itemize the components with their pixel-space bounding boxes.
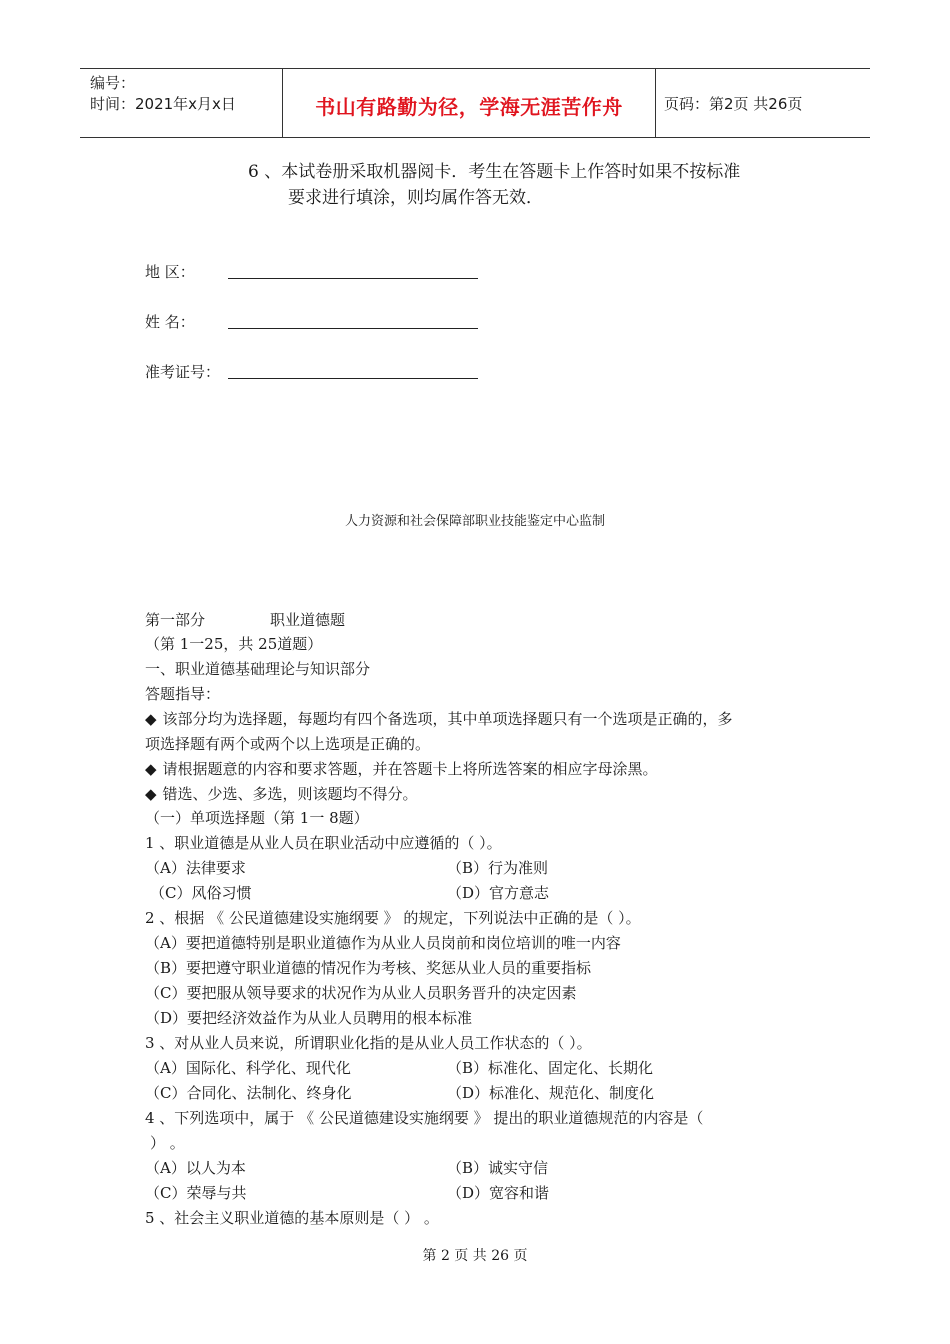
question-2-stem: 2 、根据 《 公民道德建设实施纲要 》 的规定，下列说法中正确的是（ ）。: [145, 909, 641, 927]
name-line: [228, 328, 478, 329]
header-page-info: 页码：第2页 共26页: [664, 95, 803, 113]
q4-option-d: （D）宽容和谐: [447, 1184, 550, 1202]
section-title: 职业道德题: [270, 611, 346, 629]
instruction-6-line1: 6 、本试卷册采取机器阅卡．考生在答题卡上作答时如果不按标准: [248, 162, 741, 182]
page-header: [80, 68, 870, 138]
serial-label: 编号：: [90, 74, 136, 92]
guide-bullet: ◆ 错选、少选、多选，则该题均不得分。: [145, 785, 418, 803]
guide-bullet: ◆ 请根据题意的内容和要求答题，并在答题卡上将所选答案的相应字母涂黑。: [145, 760, 658, 778]
motto: 书山有路勤为径，学海无涯苦作舟: [315, 95, 623, 119]
date-label: 时间：2021年x月x日: [90, 95, 236, 113]
q1-option-c: （C）风俗习惯: [150, 884, 252, 902]
q3-option-d: （D）标准化、规范化、制度化: [447, 1084, 655, 1102]
name-label: 姓 名：: [145, 313, 195, 331]
question-4-stem-cont: ） 。: [150, 1134, 185, 1152]
exam-id-label: 准考证号：: [145, 363, 221, 381]
header-meta: [80, 69, 282, 137]
instruction-6-line2: 要求进行填涂，则均属作答无效．: [288, 188, 543, 208]
q3-option-c: （C）合同化、法制化、终身化: [145, 1084, 352, 1102]
guide-title: 答题指导：: [145, 685, 221, 703]
q4-option-c: （C）荣辱与共: [145, 1184, 247, 1202]
bullet-icon: ◆: [145, 760, 157, 778]
guide-bullet: ◆ 该部分均为选择题，每题均有四个备选项，其中单项选择题只有一个选项是正确的，多: [145, 710, 733, 728]
exam-id-line: [228, 378, 478, 379]
question-3-stem: 3 、对从业人员来说，所谓职业化指的是从业人员工作状态的（ ）。: [145, 1034, 592, 1052]
supervisor-text: 人力资源和社会保障部职业技能鉴定中心监制: [344, 514, 605, 529]
q2-option-c: （C）要把服从领导要求的状况作为从业人员职务晋升的决定因素: [145, 984, 577, 1002]
single-choice-heading: （一）单项选择题（第 1一 8题）: [145, 809, 369, 827]
page-footer: 第 2 页 共 26 页: [422, 1248, 528, 1264]
q2-option-d: （D）要把经济效益作为从业人员聘用的根本标准: [145, 1009, 473, 1027]
subsection-title: 一、职业道德基础理论与知识部分: [145, 660, 371, 678]
region-line: [228, 278, 478, 279]
q2-option-b: （B）要把遵守职业道德的情况作为考核、奖惩从业人员的重要指标: [145, 959, 592, 977]
q3-option-a: （A）国际化、科学化、现代化: [145, 1059, 351, 1077]
header-motto-cell: [282, 69, 656, 137]
question-5-stem: 5 、社会主义职业道德的基本原则是（ ） 。: [145, 1209, 439, 1227]
section-range: （第 1一25，共 25道题）: [145, 635, 323, 653]
guide-bullet-cont: 项选择题有两个或两个以上选项是正确的。: [145, 735, 431, 753]
q4-option-b: （B）诚实守信: [447, 1159, 549, 1177]
bullet-icon: ◆: [145, 710, 157, 728]
region-label: 地 区：: [145, 263, 195, 281]
question-1-stem: 1 、职业道德是从业人员在职业活动中应遵循的（ ）。: [145, 834, 502, 852]
q4-option-a: （A）以人为本: [145, 1159, 246, 1177]
q1-option-d: （D）官方意志: [447, 884, 550, 902]
q2-option-a: （A）要把道德特别是职业道德作为从业人员岗前和岗位培训的唯一内容: [145, 934, 621, 952]
bullet-icon: ◆: [145, 785, 157, 803]
section-part: 第一部分: [145, 611, 206, 629]
q1-option-a: （A）法律要求: [145, 859, 246, 877]
q1-option-b: （B）行为准则: [447, 859, 549, 877]
q3-option-b: （B）标准化、固定化、长期化: [447, 1059, 654, 1077]
question-4-stem: 4 、下列选项中，属于 《 公民道德建设实施纲要 》 提出的职业道德规范的内容是（: [145, 1109, 704, 1127]
